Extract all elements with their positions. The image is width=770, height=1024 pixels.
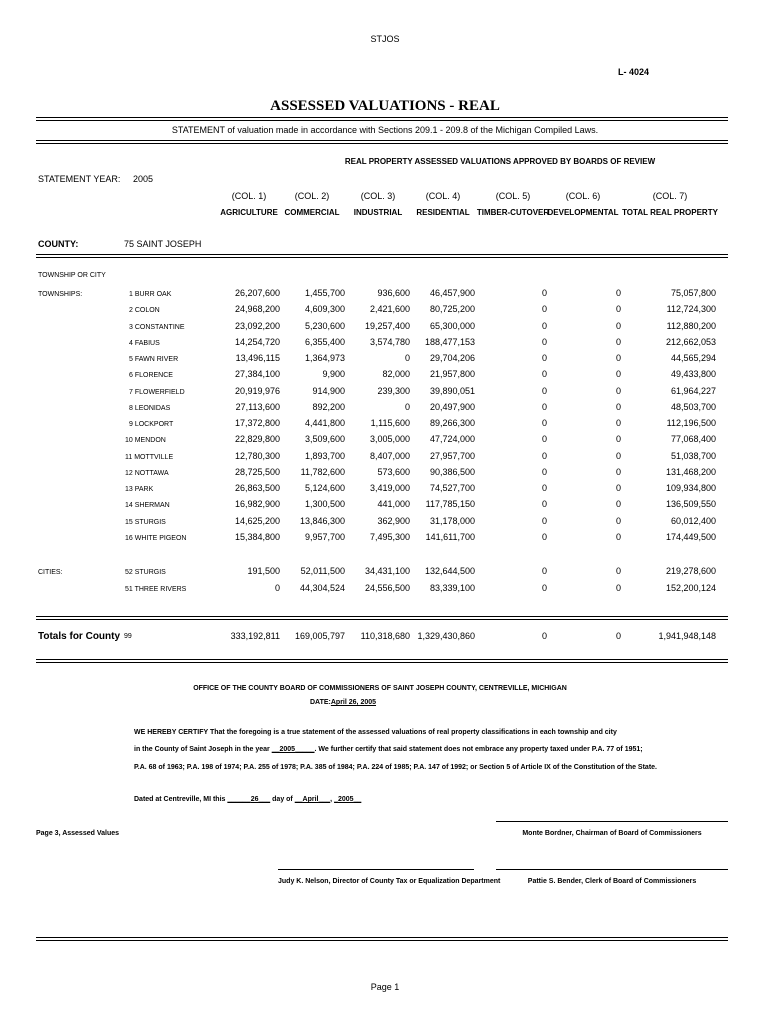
row-value-col-2: 1,893,700 (304, 450, 345, 461)
row-value-col-1: 20,919,976 (234, 385, 280, 396)
chairman-name: Monte Bordner, Chairman of Board of Commissioners (522, 830, 702, 837)
row-value-col-4: 90,386,500 (429, 466, 475, 477)
row-value-col-5: 0 (541, 566, 547, 576)
row-name: 14 SHERMAN (125, 502, 170, 510)
table-row (0, 450, 770, 466)
row-value-col-6: 0 (615, 336, 621, 347)
table-row (0, 482, 770, 498)
row-value-col-2: 914,900 (312, 385, 345, 396)
row-value-col-6: 0 (615, 401, 621, 412)
row-value-col-5: 0 (541, 483, 547, 493)
row-value-col-6: 0 (615, 434, 621, 445)
row-value-col-4: 89,266,300 (429, 418, 475, 428)
row-value-col-7: 109,934,800 (665, 483, 716, 493)
row-value-col-1: 26,863,500 (234, 483, 280, 493)
table-row (0, 433, 770, 449)
row-name: 51 THREE RIVERS (125, 585, 187, 593)
column-number-6: (COL. 6) (565, 191, 601, 201)
row-value-col-2: 3,509,600 (304, 434, 345, 445)
statement-text: STATEMENT of valuation made in accordance with Sections 209.1 - 209.8 of the Michigan Compiled Laws. (171, 125, 599, 135)
row-value-col-6: 0 (615, 369, 621, 380)
row-value-col-6: 0 (615, 531, 621, 542)
row-value-col-2: 1,300,500 (304, 499, 345, 510)
table-row (0, 466, 770, 482)
column-title-6: DEVELOPMENTAL (547, 208, 619, 217)
row-value-col-7: 49,433,800 (670, 369, 716, 380)
clerk-name: Pattie S. Bender, Clerk of Board of Commissioners (527, 878, 697, 885)
form-id: L- 4024 (618, 67, 650, 77)
row-value-col-2: 52,011,500 (300, 566, 345, 576)
director-signature-line (278, 869, 474, 870)
cert-date-label: DATE: (310, 699, 331, 706)
title-rule (36, 117, 728, 121)
table-row (0, 320, 770, 336)
certify-line-2-a: in the County of Saint Joseph in the year (134, 746, 272, 753)
row-name: 13 PARK (125, 486, 154, 493)
row-value-col-6: 0 (615, 353, 621, 363)
director-name: Judy K. Nelson, Director of County Tax or Equalization Department (278, 878, 501, 885)
table-row (0, 582, 770, 598)
row-value-col-2: 4,441,800 (304, 418, 345, 428)
row-value-col-2: 1,364,973 (304, 353, 345, 363)
row-name: 52 STURGIS (125, 569, 166, 576)
table-row (0, 498, 770, 514)
total-value-col-1: 333,192,811 (230, 631, 280, 641)
row-value-col-3: 2,421,600 (369, 304, 410, 315)
column-title-1: AGRICULTURE (220, 208, 278, 217)
row-value-col-7: 219,278,600 (665, 566, 716, 576)
row-value-col-6: 0 (615, 304, 621, 315)
statement-rule (36, 140, 728, 144)
row-value-col-1: 17,372,800 (234, 418, 280, 428)
row-name: 6 FLORENCE (129, 372, 173, 380)
table-row (0, 303, 770, 319)
table-row (0, 401, 770, 417)
row-value-col-3: 3,574,780 (369, 336, 410, 347)
row-value-col-5: 0 (541, 450, 547, 461)
dated-month: __April___ (294, 796, 331, 803)
row-value-col-2: 5,124,600 (304, 483, 345, 493)
row-value-col-3: 24,556,500 (364, 582, 410, 593)
total-value-col-5: 0 (541, 631, 547, 641)
row-value-col-1: 191,500 (247, 566, 280, 576)
row-value-col-6: 0 (615, 385, 621, 396)
row-value-col-1: 24,968,200 (234, 304, 280, 315)
totals-code: 99 (124, 633, 132, 640)
cities-label: CITIES: (38, 569, 63, 576)
row-value-col-1: 12,780,300 (234, 450, 280, 461)
column-number-5: (COL. 5) (495, 191, 531, 201)
row-value-col-3: 0 (404, 353, 410, 363)
totals-top-rule (36, 616, 728, 620)
row-value-col-5: 0 (541, 385, 547, 396)
row-value-col-7: 75,057,800 (670, 288, 716, 298)
totals-label: Totals for County (38, 631, 121, 642)
row-value-col-7: 60,012,400 (670, 515, 716, 526)
row-value-col-4: 83,339,100 (429, 582, 475, 593)
row-name: 15 STURGIS (125, 518, 166, 526)
statement-year-label: STATEMENT YEAR: (38, 174, 121, 184)
row-name: 5 FAWN RIVER (129, 356, 179, 363)
certify-line-1: WE HEREBY CERTIFY That the foregoing is a true statement of the assessed valuations of real property classifications in each township and city (134, 729, 617, 736)
row-value-col-6: 0 (615, 566, 621, 576)
row-value-col-2: 5,230,600 (304, 320, 345, 331)
row-value-col-4: 141,611,700 (425, 531, 475, 542)
row-value-col-7: 131,468,200 (665, 466, 716, 477)
page-note: Page 3, Assessed Values (36, 830, 120, 837)
township-or-city-label: TOWNSHIP OR CITY (38, 272, 106, 279)
table-row (0, 417, 770, 433)
dated-year: _2005__ (334, 796, 362, 803)
row-value-col-7: 212,662,053 (665, 336, 716, 347)
row-value-col-3: 573,600 (377, 466, 410, 477)
row-value-col-5: 0 (541, 304, 547, 315)
total-value-col-4: 1,329,430,860 (417, 631, 475, 641)
row-value-col-4: 117,785,150 (425, 499, 475, 510)
row-value-col-1: 27,113,600 (235, 401, 280, 412)
cert-date-value: April 26, 2005 (330, 699, 377, 706)
row-value-col-3: 441,000 (377, 499, 410, 510)
row-value-col-4: 39,890,051 (429, 385, 475, 396)
row-value-col-3: 0 (404, 401, 410, 412)
row-name: 1 BURR OAK (129, 291, 172, 298)
row-name: 3 CONSTANTINE (129, 323, 185, 331)
row-value-col-2: 9,957,700 (304, 531, 345, 542)
row-value-col-3: 3,005,000 (369, 434, 410, 445)
row-value-col-4: 20,497,900 (429, 401, 475, 412)
row-name: 4 FABIUS (129, 339, 160, 347)
certify-line-2-b: . We further certify that said statement does not embrace any property taxed under P.A. 77 of 1951; (314, 746, 643, 753)
row-value-col-2: 13,846,300 (299, 515, 345, 526)
column-title-4: RESIDENTIAL (416, 208, 470, 217)
row-value-col-4: 31,178,000 (429, 515, 475, 526)
row-value-col-3: 239,300 (377, 385, 410, 396)
row-value-col-6: 0 (615, 466, 621, 477)
row-value-col-5: 0 (541, 353, 547, 363)
row-value-col-3: 3,419,000 (369, 483, 410, 493)
dated-line (134, 796, 361, 803)
page-number: Page 1 (370, 982, 400, 992)
dated-c: , (330, 796, 335, 803)
row-name: 12 NOTTAWA (125, 469, 169, 477)
row-value-col-7: 44,565,294 (670, 353, 716, 363)
table-row (0, 515, 770, 531)
dated-b: day of (270, 796, 295, 803)
row-name: 2 COLON (129, 307, 160, 315)
table-row (0, 531, 770, 547)
row-value-col-3: 362,900 (377, 515, 410, 526)
total-value-col-2: 169,005,797 (294, 631, 345, 641)
row-value-col-3: 7,495,300 (369, 531, 410, 542)
cert-date (310, 699, 426, 706)
column-number-3: (COL. 3) (360, 191, 396, 201)
statement-year-value: 2005 (133, 174, 154, 184)
row-value-col-1: 22,829,800 (234, 434, 280, 445)
row-value-col-5: 0 (541, 434, 547, 445)
row-value-col-4: 46,457,900 (429, 288, 475, 298)
row-value-col-1: 16,982,900 (234, 499, 280, 510)
row-value-col-2: 1,455,700 (304, 288, 345, 298)
row-name: 8 LEONIDAS (129, 404, 171, 412)
row-value-col-5: 0 (541, 320, 547, 331)
row-value-col-3: 82,000 (382, 369, 410, 380)
chairman-signature-line (496, 821, 728, 822)
row-value-col-7: 112,880,200 (666, 320, 716, 331)
row-name: 16 WHITE PIGEON (125, 534, 187, 542)
row-value-col-4: 29,704,206 (429, 353, 475, 363)
row-value-col-5: 0 (541, 515, 547, 526)
office-heading: OFFICE OF THE COUNTY BOARD OF COMMISSIONERS OF SAINT JOSEPH COUNTY, CENTREVILLE, MICHIGAN (193, 685, 567, 692)
row-value-col-2: 892,200 (312, 401, 345, 412)
row-value-col-4: 47,724,000 (429, 434, 475, 445)
row-value-col-2: 11,782,600 (300, 466, 345, 477)
column-title-7: TOTAL REAL PROPERTY (622, 208, 718, 217)
approved-heading: REAL PROPERTY ASSESSED VALUATIONS APPROVED BY BOARDS OF REVIEW (344, 157, 656, 166)
row-value-col-1: 15,384,800 (234, 531, 280, 542)
row-value-col-5: 0 (541, 531, 547, 542)
row-value-col-1: 26,207,600 (234, 288, 280, 298)
row-value-col-1: 14,625,200 (234, 515, 280, 526)
row-value-col-2: 9,900 (322, 369, 345, 380)
total-value-col-6: 0 (615, 631, 621, 641)
row-value-col-7: 48,503,700 (670, 401, 716, 412)
row-value-col-5: 0 (541, 466, 547, 477)
total-value-col-7: 1,941,948,148 (658, 631, 716, 641)
row-value-col-7: 51,038,700 (670, 450, 716, 461)
row-value-col-3: 19,257,400 (364, 320, 410, 331)
row-value-col-5: 0 (541, 401, 547, 412)
row-value-col-6: 0 (615, 450, 621, 461)
row-value-col-6: 0 (615, 499, 621, 510)
row-value-col-4: 65,300,000 (429, 320, 475, 331)
row-value-col-6: 0 (615, 418, 621, 428)
table-row (0, 368, 770, 384)
row-value-col-5: 0 (541, 418, 547, 428)
row-value-col-1: 14,254,720 (234, 336, 280, 347)
row-value-col-4: 80,725,200 (429, 304, 475, 315)
row-value-col-4: 21,957,800 (429, 369, 475, 380)
row-value-col-4: 74,527,700 (429, 483, 475, 493)
footer-rule (36, 937, 728, 941)
certify-year: __2005_____ (271, 746, 315, 753)
row-name: 7 FLOWERFIELD (129, 388, 185, 396)
row-value-col-7: 61,964,227 (670, 385, 716, 396)
row-value-col-2: 4,609,300 (304, 304, 345, 315)
row-value-col-1: 28,725,500 (234, 466, 280, 477)
county-label: COUNTY: (38, 239, 79, 249)
dated-day: ______26___ (227, 796, 271, 803)
clerk-signature-line (496, 869, 728, 870)
row-value-col-5: 0 (541, 499, 547, 510)
column-title-3: INDUSTRIAL (353, 208, 403, 217)
dated-a: Dated at Centreville, MI this (134, 796, 228, 803)
certify-year-value: 2005 (279, 746, 296, 753)
row-value-col-5: 0 (541, 582, 547, 593)
row-name: 9 LOCKPORT (129, 421, 174, 428)
row-name: 10 MENDON (125, 437, 166, 445)
row-name: 11 MOTTVILLE (125, 453, 174, 461)
row-value-col-7: 77,068,400 (670, 434, 716, 445)
column-number-7: (COL. 7) (652, 191, 688, 201)
row-value-col-3: 1,115,600 (370, 418, 410, 428)
row-value-col-3: 8,407,000 (369, 450, 410, 461)
townships-label: TOWNSHIPS: (38, 291, 83, 298)
row-value-col-5: 0 (541, 369, 547, 380)
table-row (0, 287, 770, 303)
certify-line-2 (134, 746, 643, 753)
page-title: ASSESSED VALUATIONS - REAL (270, 98, 500, 114)
row-value-col-5: 0 (541, 336, 547, 347)
row-value-col-7: 174,449,500 (665, 531, 716, 542)
column-title-2: COMMERCIAL (284, 208, 340, 217)
row-value-col-7: 136,509,550 (665, 499, 716, 510)
row-value-col-6: 0 (615, 483, 621, 493)
column-number-1: (COL. 1) (231, 191, 267, 201)
row-value-col-1: 13,496,115 (235, 353, 280, 363)
table-row (0, 336, 770, 352)
totals-bottom-rule (36, 659, 728, 663)
row-value-col-7: 112,724,300 (666, 304, 716, 315)
table-row (0, 385, 770, 401)
county-rule (36, 254, 728, 258)
row-value-col-5: 0 (541, 288, 547, 298)
row-value-col-1: 27,384,100 (234, 369, 280, 380)
row-value-col-1: 0 (274, 582, 280, 593)
row-value-col-3: 34,431,100 (364, 566, 410, 576)
row-value-col-4: 132,644,500 (424, 566, 475, 576)
row-value-col-6: 0 (615, 320, 621, 331)
row-value-col-7: 112,196,500 (666, 418, 716, 428)
table-row (0, 352, 770, 368)
row-value-col-3: 936,600 (377, 288, 410, 298)
county-value: 75 SAINT JOSEPH (124, 239, 202, 249)
row-value-col-6: 0 (615, 582, 621, 593)
row-value-col-1: 23,092,200 (234, 320, 280, 331)
certify-line-3: P.A. 68 of 1963; P.A. 198 of 1974; P.A. 255 of 1978; P.A. 385 of 1984; P.A. 224 of 1985; P.A. 147 of 1992; or Section 5 of Article IX of the Constitution of the State. (134, 764, 657, 771)
column-title-5: TIMBER-CUTOVER (476, 208, 550, 217)
column-number-2: (COL. 2) (294, 191, 330, 201)
row-value-col-6: 0 (615, 288, 621, 298)
row-value-col-4: 188,477,153 (424, 336, 475, 347)
row-value-col-7: 152,200,124 (665, 582, 716, 593)
total-value-col-3: 110,318,680 (360, 631, 410, 641)
top-label: STJOS (370, 34, 400, 44)
row-value-col-2: 44,304,524 (299, 582, 345, 593)
row-value-col-4: 27,957,700 (429, 450, 475, 461)
row-value-col-6: 0 (615, 515, 621, 526)
row-value-col-2: 6,355,400 (304, 336, 345, 347)
table-row (0, 565, 770, 581)
column-number-4: (COL. 4) (425, 191, 461, 201)
